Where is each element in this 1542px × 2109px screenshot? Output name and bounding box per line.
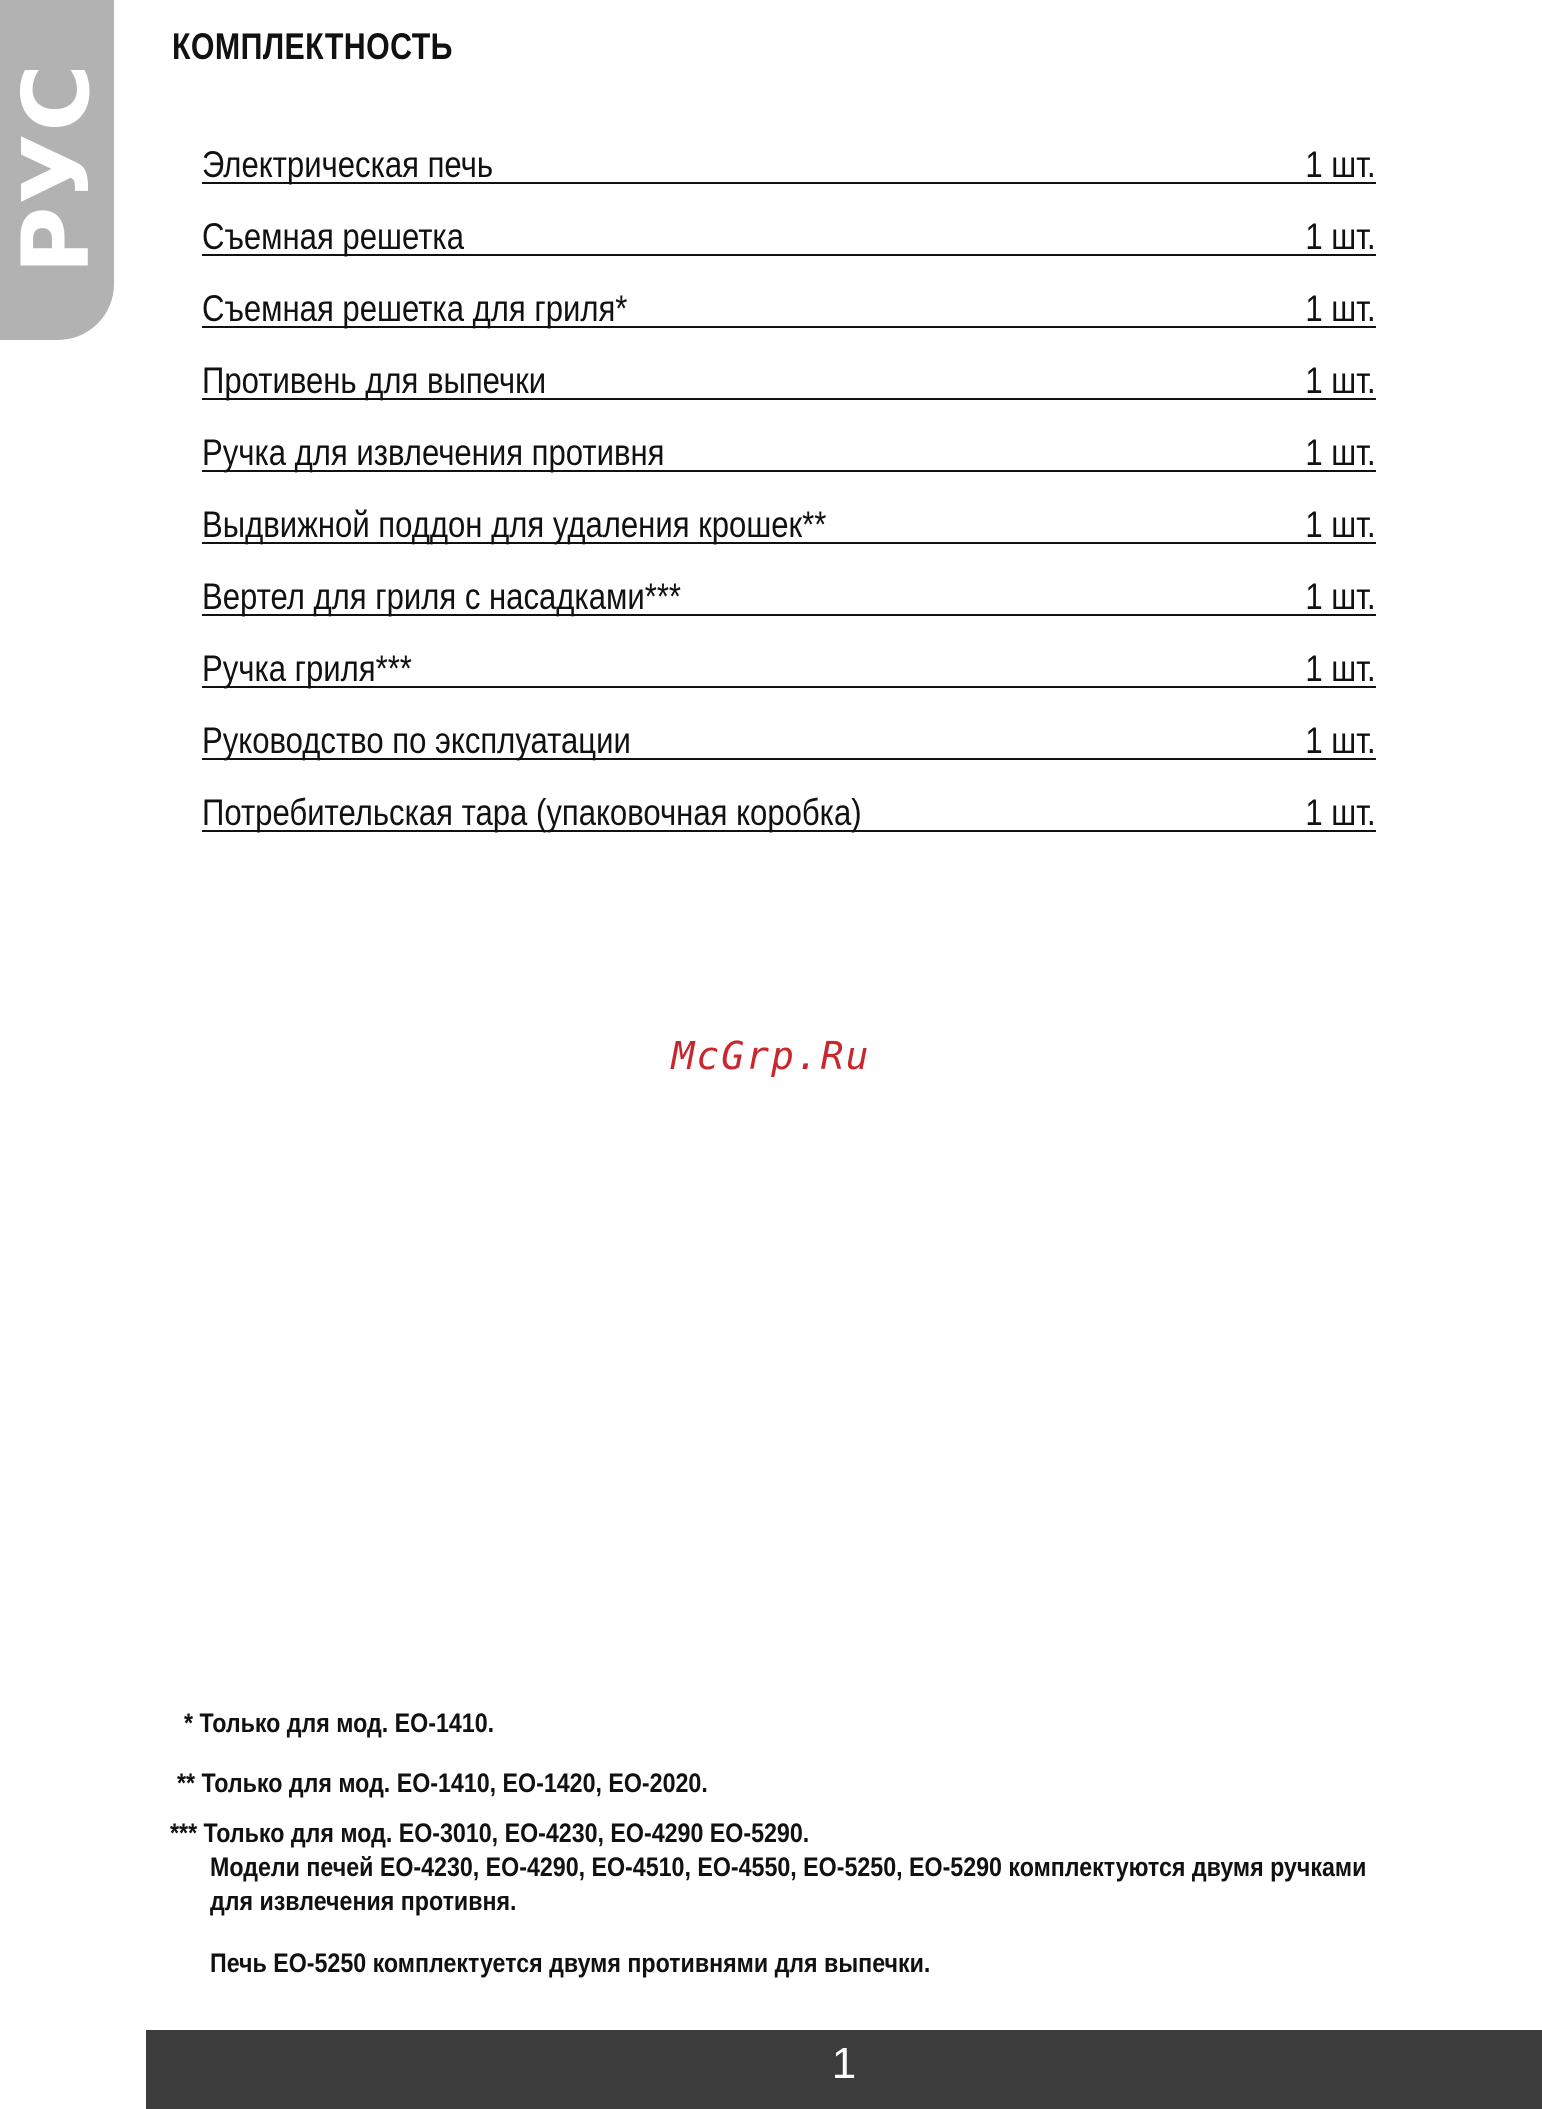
- contents-list: [202, 112, 1376, 832]
- language-tab: [0, 0, 114, 340]
- footnote-3-line-2: Модели печей ЕО-4230, ЕО-4290, ЕО-4510, ЕО-4550, ЕО-5250, ЕО-5290 комплектуются двумя ручками: [210, 1852, 1367, 1882]
- footnote-2: ** Только для мод. ЕО-1410, ЕО-1420, ЕО-2020.: [177, 1768, 708, 1798]
- item-name: Съемная решетка: [202, 216, 465, 257]
- watermark: McGrp.Ru: [671, 1034, 871, 1078]
- item-name: Вертел для гриля с насадками***: [202, 576, 682, 617]
- item-quantity: 1 шт.: [1305, 432, 1376, 473]
- item-quantity: 1 шт.: [1305, 792, 1376, 833]
- item-quantity: 1 шт.: [1305, 576, 1376, 617]
- item-name: Противень для выпечки: [202, 360, 547, 401]
- list-item: [202, 112, 1376, 184]
- section-title: КОМПЛЕКТНОСТЬ: [172, 26, 453, 67]
- item-quantity: 1 шт.: [1305, 648, 1376, 689]
- item-name: Выдвижной поддон для удаления крошек**: [202, 504, 827, 545]
- item-quantity: 1 шт.: [1305, 216, 1376, 257]
- footnote-3-line-3: для извлечения противня.: [210, 1886, 517, 1916]
- item-name: Потребительская тара (упаковочная коробка): [202, 792, 862, 833]
- list-item: [202, 328, 1376, 400]
- list-item: [202, 256, 1376, 328]
- list-item: [202, 400, 1376, 472]
- list-item: [202, 760, 1376, 832]
- footnote-4: Печь ЕО-5250 комплектуется двумя противнями для выпечки.: [210, 1948, 931, 1978]
- list-item: [202, 472, 1376, 544]
- item-name: Руководство по эксплуатации: [202, 720, 631, 761]
- item-quantity: 1 шт.: [1305, 504, 1376, 545]
- item-name: Ручка для извлечения противня: [202, 432, 665, 473]
- item-quantity: 1 шт.: [1305, 288, 1376, 329]
- list-item: [202, 688, 1376, 760]
- footnote-3: *** Только для мод. ЕО-3010, ЕО-4230, ЕО-4290 ЕО-5290.: [170, 1818, 810, 1848]
- language-label: РУС: [3, 62, 110, 274]
- page-footer: [146, 2030, 1542, 2109]
- item-quantity: 1 шт.: [1305, 144, 1376, 185]
- list-item: [202, 616, 1376, 688]
- item-name: Ручка гриля***: [202, 648, 412, 689]
- list-item: [202, 184, 1376, 256]
- footnote-1: * Только для мод. ЕО-1410.: [184, 1708, 495, 1738]
- item-quantity: 1 шт.: [1305, 720, 1376, 761]
- item-quantity: 1 шт.: [1305, 360, 1376, 401]
- item-name: Съемная решетка для гриля*: [202, 288, 628, 329]
- page-number: 1: [831, 2039, 857, 2088]
- item-name: Электрическая печь: [202, 144, 494, 185]
- list-item: [202, 544, 1376, 616]
